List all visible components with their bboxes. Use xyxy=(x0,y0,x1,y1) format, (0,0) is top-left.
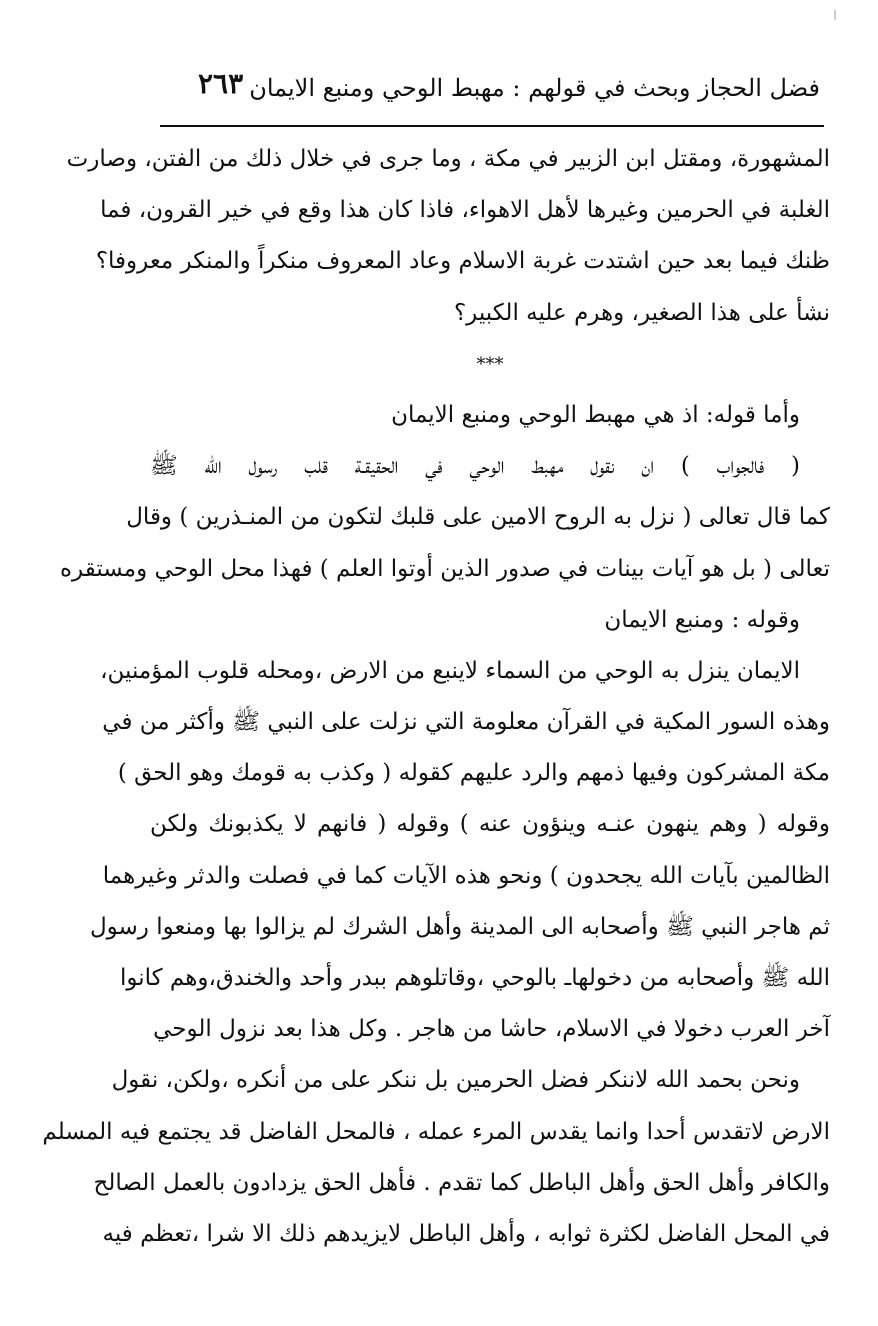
text-line: الظالمين بآيات الله يجحدون ) ونحو هذه الآيات كما في فصلت والدثر وغيرهما xyxy=(102,862,830,889)
text-line: ( فالجواب ) ان نقول مهبط الوحي في الحقيقـة قلب رسول الله ﷺ xyxy=(150,453,800,480)
text-line: وقوله ( وهم ينهون عنـه وينؤون عنه ) وقوله ( فانهم لا يكذبونك ولكن xyxy=(150,811,830,838)
text-line: الايمان ينزل به الوحي من السماء لاينبع من الارض ،ومحله قلوب المؤمنين، xyxy=(100,657,800,684)
section-separator: *** xyxy=(476,353,504,375)
text-line: كما قال تعالى ( نزل به الروح الامين على قلبك لتكون من المنـذرين ) وقال xyxy=(126,504,830,531)
text-line: مكة المشركون وفيها ذمهم والرد عليهم كقوله ( وكذب به قومك وهو الحق ) xyxy=(117,760,830,787)
text-line: الغلبة في الحرمين وغيرها لأهل الاهواء، فاذا كان هذا وقع في خير القرون، فما xyxy=(100,197,830,224)
text-line: آخر العرب دخولا في الاسلام، حاشا من هاجر . وكل هذا بعد نزول الوحي xyxy=(153,1016,830,1043)
text-line: ثم هاجر النبي ﷺ وأصحابه الى المدينة وأهل الشرك لم يزالوا بها ومنعوا رسول xyxy=(89,913,830,940)
text-line: وأما قوله: اذ هي مهبط الوحي ومنبع الايمان xyxy=(391,401,800,428)
text-line: وهذه السور المكية في القرآن معلومة التي نزلت على النبي ﷺ وأكثر من في xyxy=(102,709,830,736)
text-line: تعالى ( بل هو آيات بينات في صدور الذين أوتوا العلم ) فهذا محل الوحي ومستقره xyxy=(59,555,830,582)
header-rule xyxy=(160,125,824,127)
text-line: ظنك فيما بعد حين اشتدت غربة الاسلام وعاد المعروف منكراً والمنكر معروفا؟ xyxy=(95,248,830,275)
text-line: في المحل الفاضل لكثرة ثوابه ، وأهل الباطل لايزيدهم ذلك الا شرا ،تعظم فيه xyxy=(102,1220,830,1247)
text-line: وقوله : ومنبع الايمان xyxy=(604,606,800,633)
header-title: فضل الحجاز وبحث في قولهم : مهبط الوحي ومنبع الايمان xyxy=(249,74,820,102)
text-line: الله ﷺ وأصحابه من دخولهاـ بالوحي ،وقاتلوهم ببدر وأحد والخندق،وهم كانوا xyxy=(119,965,830,991)
scan-mark xyxy=(834,10,836,20)
running-header xyxy=(160,62,820,122)
text-line: ونحن بحمد الله لاننكر فضل الحرمين بل ننكر على من أنكره ،ولكن، نقول xyxy=(111,1067,800,1094)
page-number: ٢٦٣ xyxy=(198,67,244,100)
body-text xyxy=(42,134,830,1260)
text-line: والكافر وأهل الحق وأهل الباطل كما تقدم . فأهل الحق يزدادون بالعمل الصالح xyxy=(93,1169,830,1196)
text-line: الارض لاتقدس أحدا وانما يقدس المرء عمله ، فالمحل الفاضل قد يجتمع فيه المسلم xyxy=(42,1118,830,1145)
text-line: نشأ على هذا الصغير، وهرم عليه الكبير؟ xyxy=(453,299,830,326)
text-line: المشهورة، ومقتل ابن الزبير في مكة ، وما جرى في خلال ذلك من الفتن، وصارت xyxy=(66,146,830,172)
